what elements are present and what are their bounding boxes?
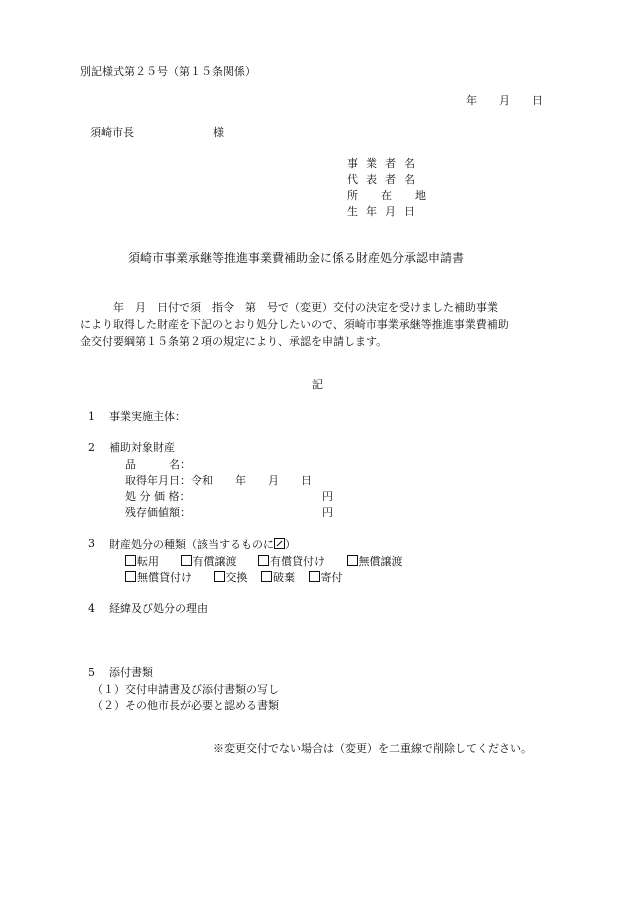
applicant-field-representative: 代表者名 [347, 173, 423, 186]
ki-heading: 記 [312, 378, 323, 391]
disposal-price-label: 処 分 価 格： [125, 490, 191, 503]
footnote: ※変更交付でない場合は（変更）を二重線で削除してください。 [213, 742, 532, 755]
checked-box-icon [274, 538, 285, 549]
option-diversion[interactable]: 転用 [125, 555, 159, 567]
section-3-number: 3 [88, 537, 95, 550]
section-2-number: 2 [88, 441, 95, 454]
checkbox-icon[interactable] [347, 555, 358, 566]
option-free-lending[interactable]: 無償貸付け [125, 571, 192, 583]
addressee-name: 須崎市長 [90, 126, 134, 139]
body-line-1: 年 月 日付で須 指令 第 号で（変更）交付の決定を受けました補助事業 [80, 301, 498, 314]
disposal-options-row-1 [125, 555, 421, 567]
option-discard[interactable]: 破棄 [261, 571, 295, 583]
attachment-item-1: （１）交付申請書及び添付書類の写し [92, 683, 279, 696]
body-line-2: により取得した財産を下記のとおり処分したいので、須崎市事業承継等推進事業費補助 [80, 318, 509, 331]
option-donation[interactable]: 寄付 [309, 571, 343, 583]
section-1-label: 事業実施主体： [109, 410, 186, 423]
option-exchange[interactable]: 交換 [214, 571, 248, 583]
section-5-label: 添付書類 [109, 666, 153, 679]
option-free-transfer[interactable]: 無償譲渡 [347, 555, 403, 567]
checkbox-icon[interactable] [258, 555, 269, 566]
checkbox-icon[interactable] [214, 571, 225, 582]
section-4-label: 経緯及び処分の理由 [109, 602, 208, 615]
section-2-label: 補助対象財産 [109, 441, 175, 454]
checkbox-icon[interactable] [261, 571, 272, 582]
date-line: 年 月 日 [466, 94, 543, 107]
option-paid-lending[interactable]: 有償貸付け [258, 555, 325, 567]
body-line-3: 金交付要綱第１５条第２項の規定により、承認を申請します。 [80, 335, 388, 348]
checkbox-icon[interactable] [125, 571, 136, 582]
applicant-field-business-name: 事業者名 [347, 157, 423, 170]
asset-name-label: 品 名： [125, 458, 191, 471]
section-3-label-wrap [109, 538, 296, 550]
checkbox-icon[interactable] [125, 555, 136, 566]
section-5-number: 5 [88, 666, 95, 679]
section-3-label: 財産処分の種類（該当するものに [109, 538, 274, 551]
residual-value-label: 残存価値額： [125, 506, 191, 519]
section-1-number: 1 [88, 410, 95, 423]
disposal-options-row-2 [125, 571, 361, 583]
document-title: 須崎市事業承継等推進事業費補助金に係る財産処分承認申請書 [128, 251, 465, 265]
residual-value-unit: 円 [322, 506, 333, 519]
acquisition-date-label: 取得年月日：令和 年 月 日 [125, 474, 312, 487]
checkbox-icon[interactable] [309, 571, 320, 582]
section-4-number: 4 [88, 602, 95, 615]
attachment-item-2: （２）その他市長が必要と認める書類 [92, 699, 279, 712]
checkbox-icon[interactable] [181, 555, 192, 566]
section-3-label-end: ） [285, 538, 296, 551]
option-paid-transfer[interactable]: 有償譲渡 [181, 555, 237, 567]
applicant-field-address: 所在地 [347, 189, 449, 202]
body-paragraph [80, 299, 560, 350]
applicant-field-birthdate: 生年月日 [347, 205, 423, 218]
disposal-price-unit: 円 [322, 490, 333, 503]
addressee-honorific: 様 [213, 126, 224, 139]
form-number: 別記様式第２５号（第１５条関係） [80, 65, 256, 78]
